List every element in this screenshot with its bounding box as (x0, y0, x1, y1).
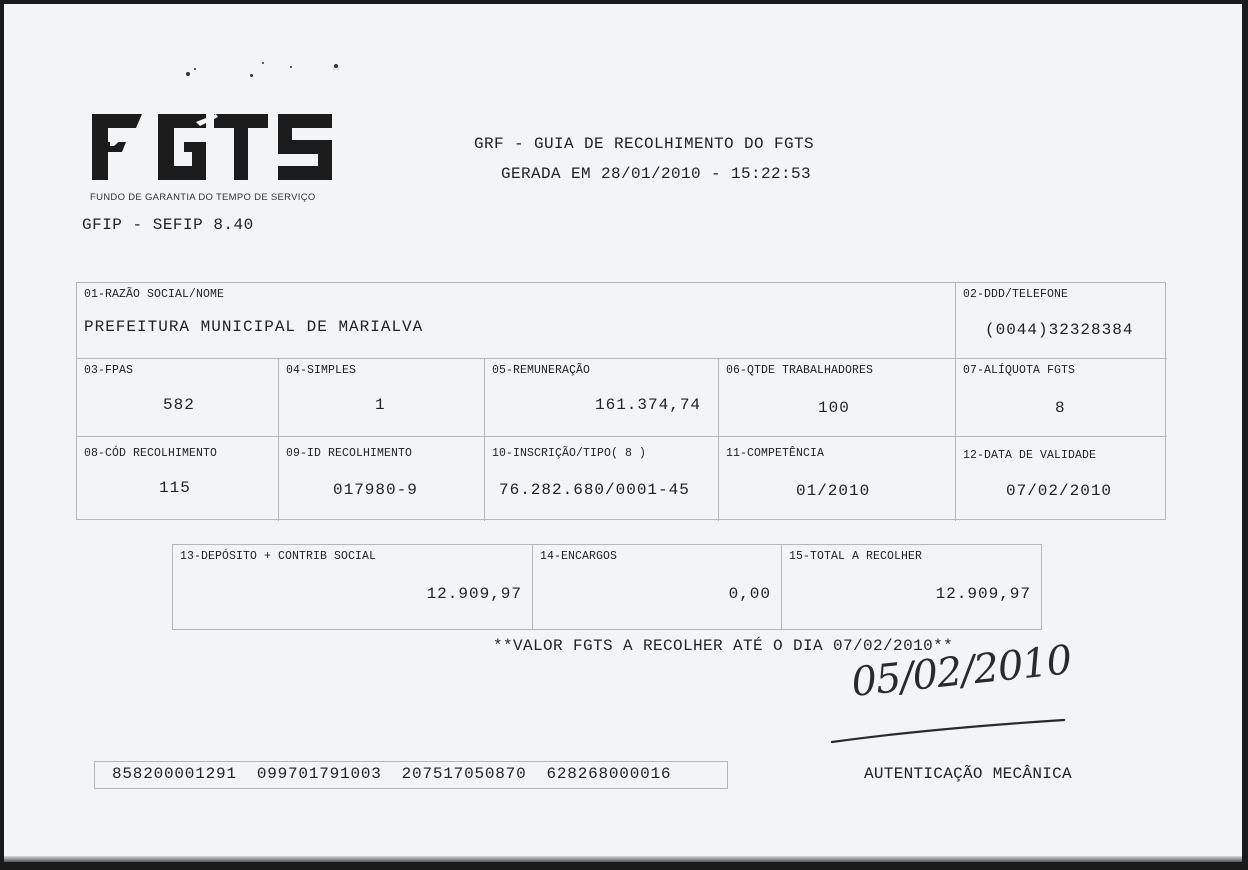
field-label: 01-RAZÃO SOCIAL/NOME (84, 288, 225, 301)
field-razao-social (77, 283, 956, 359)
field-label: 02-DDD/TELEFONE (963, 288, 1069, 301)
field-label: 05-REMUNERAÇÃO (492, 364, 591, 377)
field-label: 12-DATA DE VALIDADE (963, 449, 1097, 462)
field-inscricao (485, 437, 719, 521)
totals-box (172, 544, 1042, 630)
document-title: GRF - GUIA DE RECOLHIMENTO DO FGTS (474, 135, 815, 153)
field-value: (0044)32328384 (985, 321, 1134, 339)
barcode-group: 099701791003 (256, 765, 382, 783)
fields-grid (76, 282, 1166, 520)
field-label: 13-DEPÓSITO + CONTRIB SOCIAL (180, 550, 377, 563)
field-label: 10-INSCRIÇÃO/TIPO( 8 ) (492, 447, 647, 460)
field-value: 01/2010 (796, 482, 871, 500)
barcode-group: 628268000016 (546, 765, 672, 783)
field-total (782, 545, 1041, 629)
field-data-validade (956, 437, 1167, 521)
barcode-group: 858200001291 (112, 765, 237, 783)
field-fpas (77, 359, 279, 437)
field-cod-recolhimento (77, 437, 279, 521)
mechanical-authentication: AUTENTICAÇÃO MECÂNICA (864, 765, 1072, 783)
field-aliquota (956, 359, 1167, 437)
generated-timestamp: GERADA EM 28/01/2010 - 15:22:53 (501, 165, 812, 183)
field-deposito (173, 545, 533, 629)
field-value: 161.374,74 (595, 396, 702, 414)
field-id-recolhimento (279, 437, 485, 521)
handwritten-date: 05/02/2010 (849, 637, 1074, 706)
field-value: 100 (818, 399, 850, 417)
field-value: 8 (1055, 399, 1066, 417)
barcode-digits (94, 761, 728, 789)
field-qtde-trabalhadores (719, 359, 956, 437)
field-value: 76.282.680/0001-45 (499, 481, 690, 499)
field-value: 017980-9 (333, 481, 418, 499)
field-label: 04-SIMPLES (286, 364, 357, 377)
field-label: 03-FPAS (84, 364, 134, 377)
field-label: 15-TOTAL A RECOLHER (789, 550, 923, 563)
field-value: PREFEITURA MUNICIPAL DE MARIALVA (84, 318, 424, 336)
field-value: 0,00 (728, 585, 771, 603)
field-telefone (956, 283, 1167, 359)
barcode-group: 207517050870 (401, 765, 527, 783)
grf-document (4, 4, 1242, 862)
due-notice: **VALOR FGTS A RECOLHER ATÉ O DIA 07/02/2010** (493, 637, 954, 655)
field-label: 09-ID RECOLHIMENTO (286, 447, 413, 460)
field-value: 582 (163, 396, 195, 414)
signature-line (830, 712, 1066, 748)
field-value: 115 (159, 479, 191, 497)
field-simples (279, 359, 485, 437)
field-remuneracao (485, 359, 719, 437)
scan-edge (4, 856, 1242, 862)
field-encargos (533, 545, 782, 629)
field-label: 06-QTDE TRABALHADORES (726, 364, 874, 377)
logo-subtitle: FUNDO DE GARANTIA DO TEMPO DE SERVIÇO (90, 192, 316, 203)
field-label: 08-CÓD RECOLHIMENTO (84, 447, 218, 460)
field-competencia (719, 437, 956, 521)
field-value: 1 (375, 396, 386, 414)
field-value: 07/02/2010 (1006, 482, 1113, 500)
system-version: GFIP - SEFIP 8.40 (82, 216, 254, 234)
field-label: 14-ENCARGOS (540, 550, 618, 563)
field-label: 11-COMPETÊNCIA (726, 447, 825, 460)
field-value: 12.909,97 (935, 585, 1031, 603)
field-value: 12.909,97 (426, 585, 522, 603)
field-label: 07-ALÍQUOTA FGTS (963, 364, 1076, 377)
